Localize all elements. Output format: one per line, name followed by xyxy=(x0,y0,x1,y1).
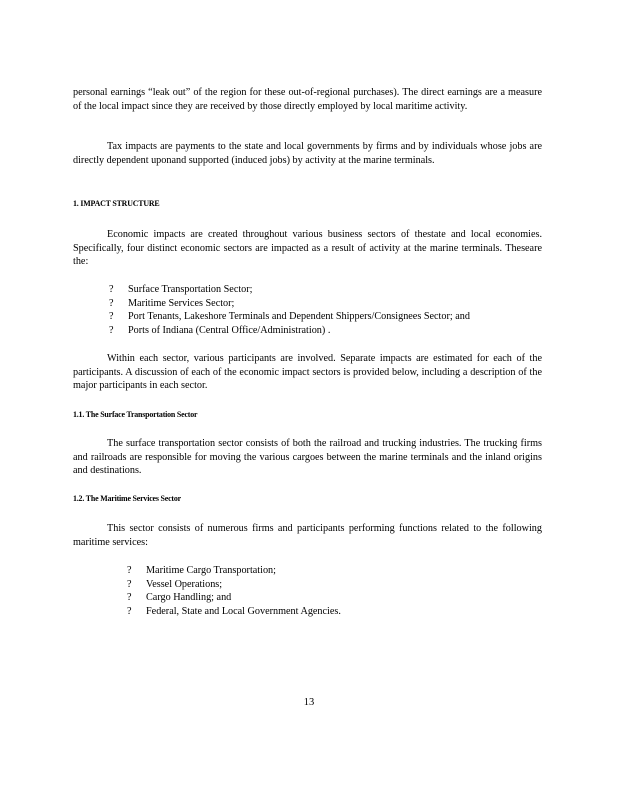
bullet-marker: ? xyxy=(127,605,132,617)
bullet-marker: ? xyxy=(109,311,114,323)
list-item xyxy=(127,605,341,619)
paragraph-surface-transportation: The surface transportation sector consists of both the railroad and trucking industries. The trucking firms and railroads are responsible for moving the various cargoes between the marine terminals and the inland origins and destinations. xyxy=(73,438,542,477)
paragraph-economic-impacts: Economic impacts are created throughout various business sectors of thestate and local economies. Specifically, four distinct economic sectors are impacted as a result of activity at the marine terminals. Theseare the: xyxy=(73,229,542,268)
list-item-text: Port Tenants, Lakeshore Terminals and Dependent Shippers/Consignees Sector; and xyxy=(128,311,470,323)
bullet-marker: ? xyxy=(109,297,114,309)
list-item-text: Ports of Indiana (Central Office/Administration) . xyxy=(128,324,331,336)
list-item xyxy=(127,564,341,578)
paragraph-tax-impacts: Tax impacts are payments to the state and local governments by firms and by individuals whose jobs are directly dependent uponand supported (induced jobs) by activity at the marine terminals. xyxy=(73,141,542,166)
heading-maritime-services: 1.2. The Maritime Services Sector xyxy=(73,493,181,503)
list-item xyxy=(127,578,341,592)
list-item-text: Vessel Operations; xyxy=(146,578,223,590)
list-item-text: Federal, State and Local Government Agencies. xyxy=(146,605,341,617)
bullet-marker: ? xyxy=(127,578,132,590)
paragraph-maritime-services: This sector consists of numerous firms and participants performing functions related to the following maritime services: xyxy=(73,523,542,548)
paragraph-direct-earnings: personal earnings “leak out” of the region for these out-of-regional purchases). The direct earnings are a measure of the local impact since they are received by those directly employed by local maritime activity. xyxy=(73,87,542,112)
list-item xyxy=(109,297,470,311)
page-number: 13 xyxy=(303,697,315,708)
paragraph-sector-participants: Within each sector, various participants are involved. Separate impacts are estimated for each of the participants. A discussion of each of the economic impact sectors is provided below, including a description of the major participants in each sector. xyxy=(73,353,542,392)
bullet-marker: ? xyxy=(127,592,132,604)
list-item xyxy=(109,283,470,297)
heading-impact-structure: 1. IMPACT STRUCTURE xyxy=(73,198,160,208)
list-item-text: Cargo Handling; and xyxy=(146,592,232,604)
list-item xyxy=(127,591,341,605)
heading-surface-transportation: 1.1. The Surface Transportation Sector xyxy=(73,409,198,419)
bullet-marker: ? xyxy=(109,284,114,295)
bullet-marker: ? xyxy=(109,324,114,336)
list-item-text: Maritime Services Sector; xyxy=(128,297,235,309)
list-item-text: Surface Transportation Sector; xyxy=(128,284,253,295)
list-item-text: Maritime Cargo Transportation; xyxy=(146,565,276,576)
list-item xyxy=(109,310,470,324)
sector-list xyxy=(109,283,470,337)
services-list xyxy=(127,564,341,618)
bullet-marker: ? xyxy=(127,565,132,576)
list-item xyxy=(109,324,470,338)
